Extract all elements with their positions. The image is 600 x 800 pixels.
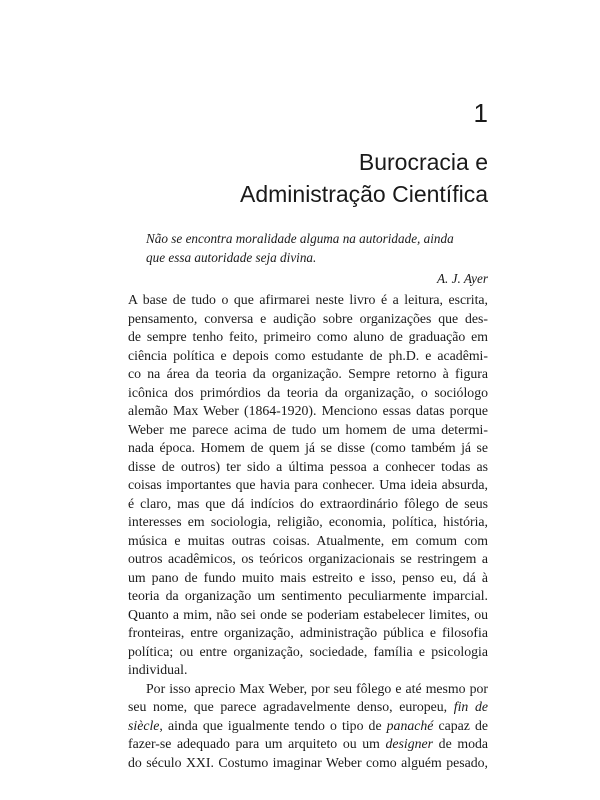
text-line: música e muitas outras coisas. Atualmente, em comum com	[128, 532, 488, 548]
epigraph-line: Não se encontra moralidade alguma na autoridade, ainda	[146, 231, 454, 246]
text-line: icônica dos primórdios da teoria da organização, o sociólogo	[128, 384, 488, 400]
text-run: fazer-se adequado para um arquiteto ou um	[128, 736, 386, 751]
epigraph-line: que essa autoridade seja divina.	[146, 250, 317, 265]
text-line	[128, 717, 488, 736]
paragraph	[128, 680, 488, 773]
chapter-number: 1	[473, 98, 488, 128]
text-line: interesses em sociologia, religião, economia, política, história,	[128, 514, 488, 529]
text-line: A base de tudo o que afirmarei neste livro é a leitura, escrita,	[128, 292, 488, 307]
epigraph-author: A. J. Ayer	[436, 271, 488, 286]
italic-run: designer	[385, 736, 434, 751]
italic-run: panaché	[386, 717, 434, 733]
text-line: política; ou entre organização, sociedade, família e psicologia	[128, 643, 488, 659]
body-text	[128, 291, 488, 772]
text-run: capaz de	[433, 717, 488, 733]
text-line: nada época. Homem de quem já se disse (como também já se	[128, 440, 488, 455]
text-line: um pano de fundo muito mais estreito e isso, penso eu, dá à	[128, 569, 488, 585]
text-line	[128, 698, 488, 717]
text-line: do século XXI. Costumo imaginar Weber como alguém pesado,	[128, 754, 488, 770]
text-line: co na área da teoria da organização. Sempre retorno à figura	[128, 366, 488, 381]
text-line: individual.	[128, 662, 188, 677]
text-line	[128, 735, 488, 754]
text-line: alemão Max Weber (1864-1920). Menciono essas datas porque	[128, 403, 488, 418]
text-line: Weber me parece acima de tudo um homem de uma determi-	[128, 421, 488, 437]
text-line: Quanto a mim, não sei onde se poderiam estabelecer limites, ou	[128, 606, 488, 622]
chapter-title	[128, 146, 488, 210]
paragraph	[128, 291, 488, 680]
epigraph-quote	[146, 229, 488, 267]
text-line: Por isso aprecio Max Weber, por seu fôlego e até mesmo por	[146, 680, 488, 696]
text-line: ciência política e depois como estudante de ph.D. e acadêmi-	[128, 347, 488, 363]
text-line: outros acadêmicos, os teóricos organizacionais se restringem a	[128, 551, 488, 566]
chapter-title-line: Administração Científica	[240, 181, 488, 207]
text-run: de moda	[433, 736, 488, 751]
italic-run: fin de	[453, 699, 488, 714]
epigraph	[146, 229, 488, 288]
text-line: de sempre tenho feito, primeiro como aluno de graduação em	[128, 329, 488, 344]
text-line: pensamento, conversa e audição sobre organizações que des-	[128, 310, 488, 326]
chapter-title-line: Burocracia e	[358, 149, 488, 175]
text-line: disse de outros) ter sido a última pessoa a conhecer todas as	[128, 458, 488, 474]
text-line: fronteiras, entre organização, administração pública e filosofia	[128, 625, 488, 640]
text-run: seu nome, que parece agradavelmente denso, europeu,	[128, 699, 454, 714]
text-line: é claro, mas que dá indícios do extraordinário fôlego de seus	[128, 495, 488, 511]
text-run: , ainda que igualmente tendo o tipo de	[159, 717, 387, 733]
text-line: coisas importantes que havia para conhecer. Uma ideia absurda,	[128, 477, 488, 492]
text-line: teoria da organização um sentimento peculiarmente imparcial.	[128, 588, 488, 603]
italic-run: siècle	[128, 717, 160, 733]
